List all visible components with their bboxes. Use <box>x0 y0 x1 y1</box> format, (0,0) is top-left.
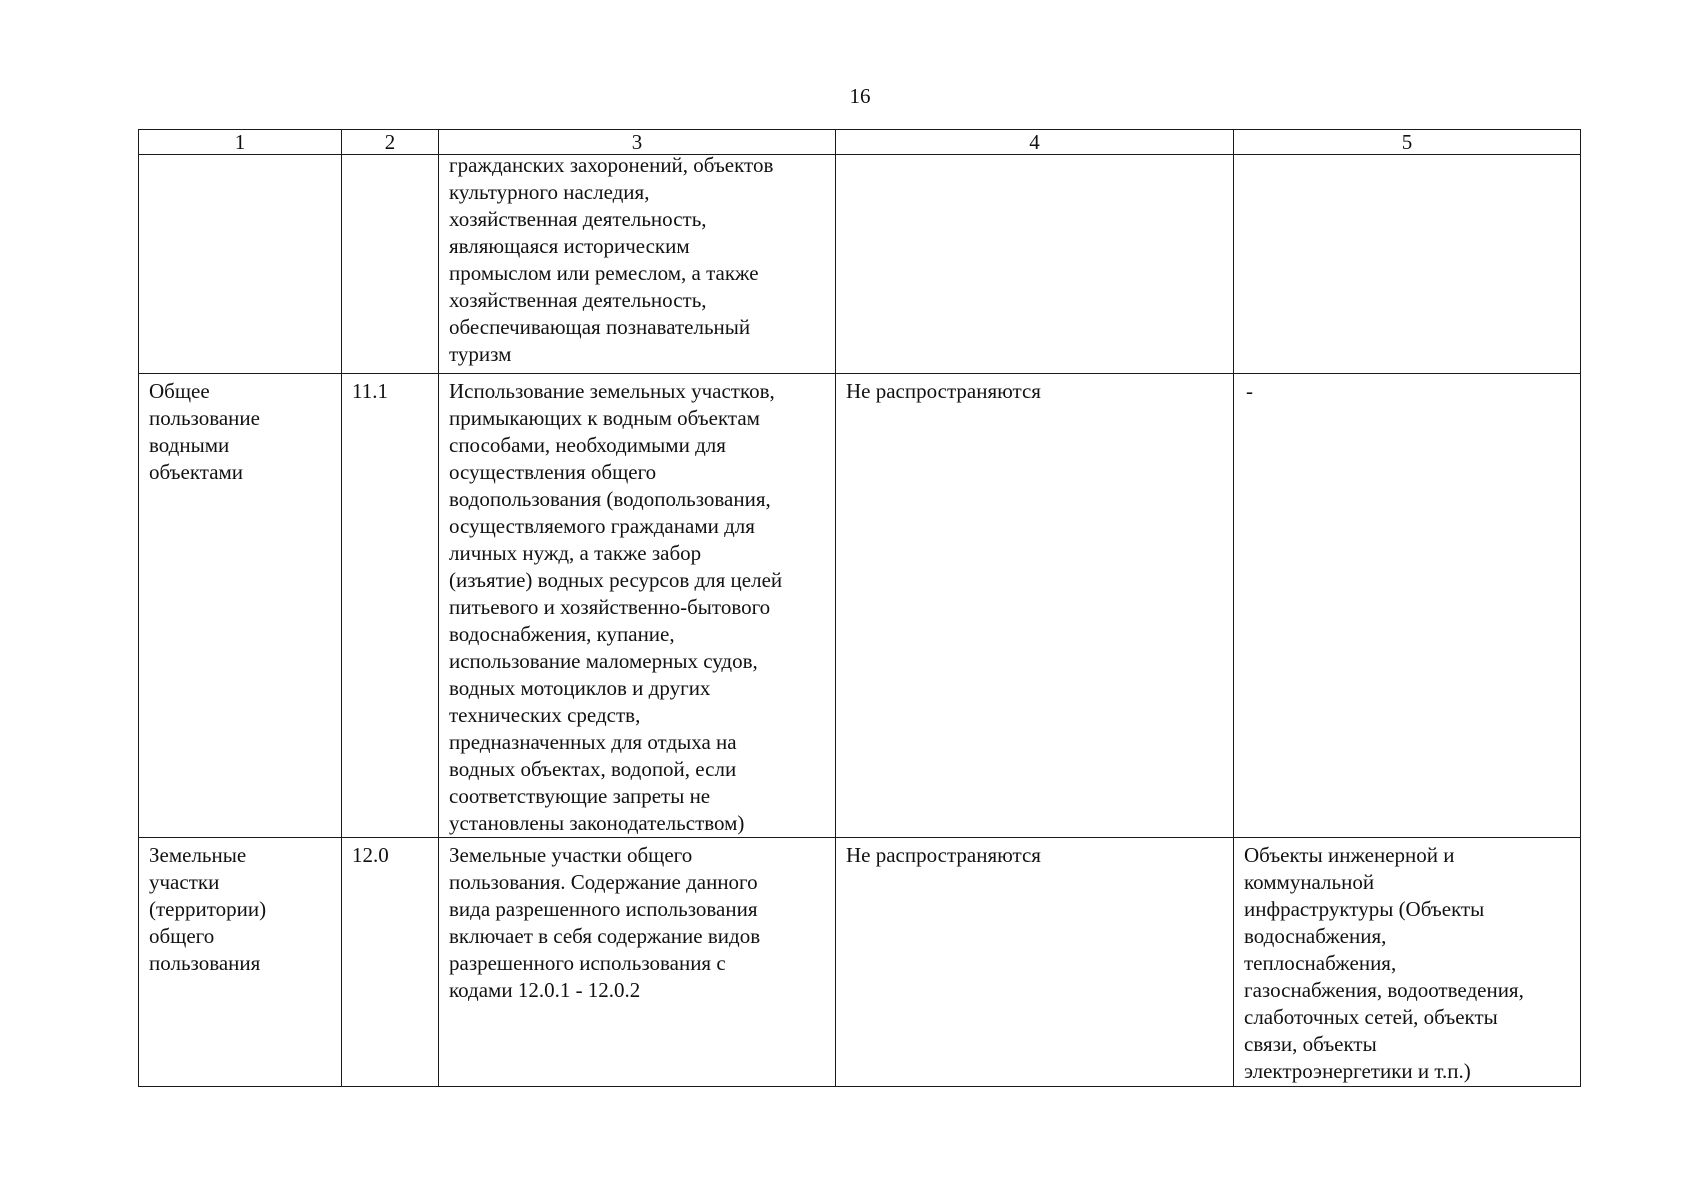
cell-objects: Объекты инженерной и коммунальной инфраструктуры (Объекты водоснабжения, теплоснабжения, газоснабжения, водоотведения, слаботочных сетей, объекты связи, объекты электроэнергетики и т.п.) <box>1234 838 1581 1087</box>
cell-objects: - <box>1234 374 1581 838</box>
cell-description: Земельные участки общего пользования. Содержание данного вида разрешенного использования включает в себя содержание видов разрешенного использования с кодами 12.0.1 - 12.0.2 <box>439 838 836 1087</box>
table-header-row <box>139 130 1581 155</box>
cell-restrictions <box>836 155 1234 374</box>
table-row <box>139 155 1581 374</box>
table-row <box>139 374 1581 838</box>
column-header-3: 3 <box>439 130 836 155</box>
page-number: 16 <box>849 84 871 108</box>
column-header-4: 4 <box>836 130 1234 155</box>
cell-restrictions: Не распространяются <box>836 374 1234 838</box>
cell-code <box>342 155 439 374</box>
cell-code: 12.0 <box>342 838 439 1087</box>
cell-name <box>139 155 342 374</box>
cell-name: Общее пользование водными объектами <box>139 374 342 838</box>
column-header-2: 2 <box>342 130 439 155</box>
column-header-1: 1 <box>139 130 342 155</box>
cell-code: 11.1 <box>342 374 439 838</box>
cell-objects <box>1234 155 1581 374</box>
cell-restrictions: Не распространяются <box>836 838 1234 1087</box>
cell-description: гражданских захоронений, объектов культурного наследия, хозяйственная деятельность, являющаяся историческим промыслом или ремеслом, а также хозяйственная деятельность, обеспечивающая познавательный туризм <box>439 155 836 374</box>
cell-name: Земельные участки (территории) общего пользования <box>139 838 342 1087</box>
land-use-table <box>138 129 1581 1087</box>
column-header-5: 5 <box>1234 130 1581 155</box>
table-row <box>139 838 1581 1087</box>
cell-description: Использование земельных участков, примыкающих к водным объектам способами, необходимыми для осуществления общего водопользования (водопользования, осуществляемого гражданами для личных нужд, а также забор (изъятие) водных ресурсов для целей питьевого и хозяйственно-бытового водоснабжения, купание, использование маломерных судов, водных мотоциклов и других технических средств, предназначенных для отдыха на водных объектах, водопой, если соответствующие запреты не установлены законодательством) <box>439 374 836 838</box>
